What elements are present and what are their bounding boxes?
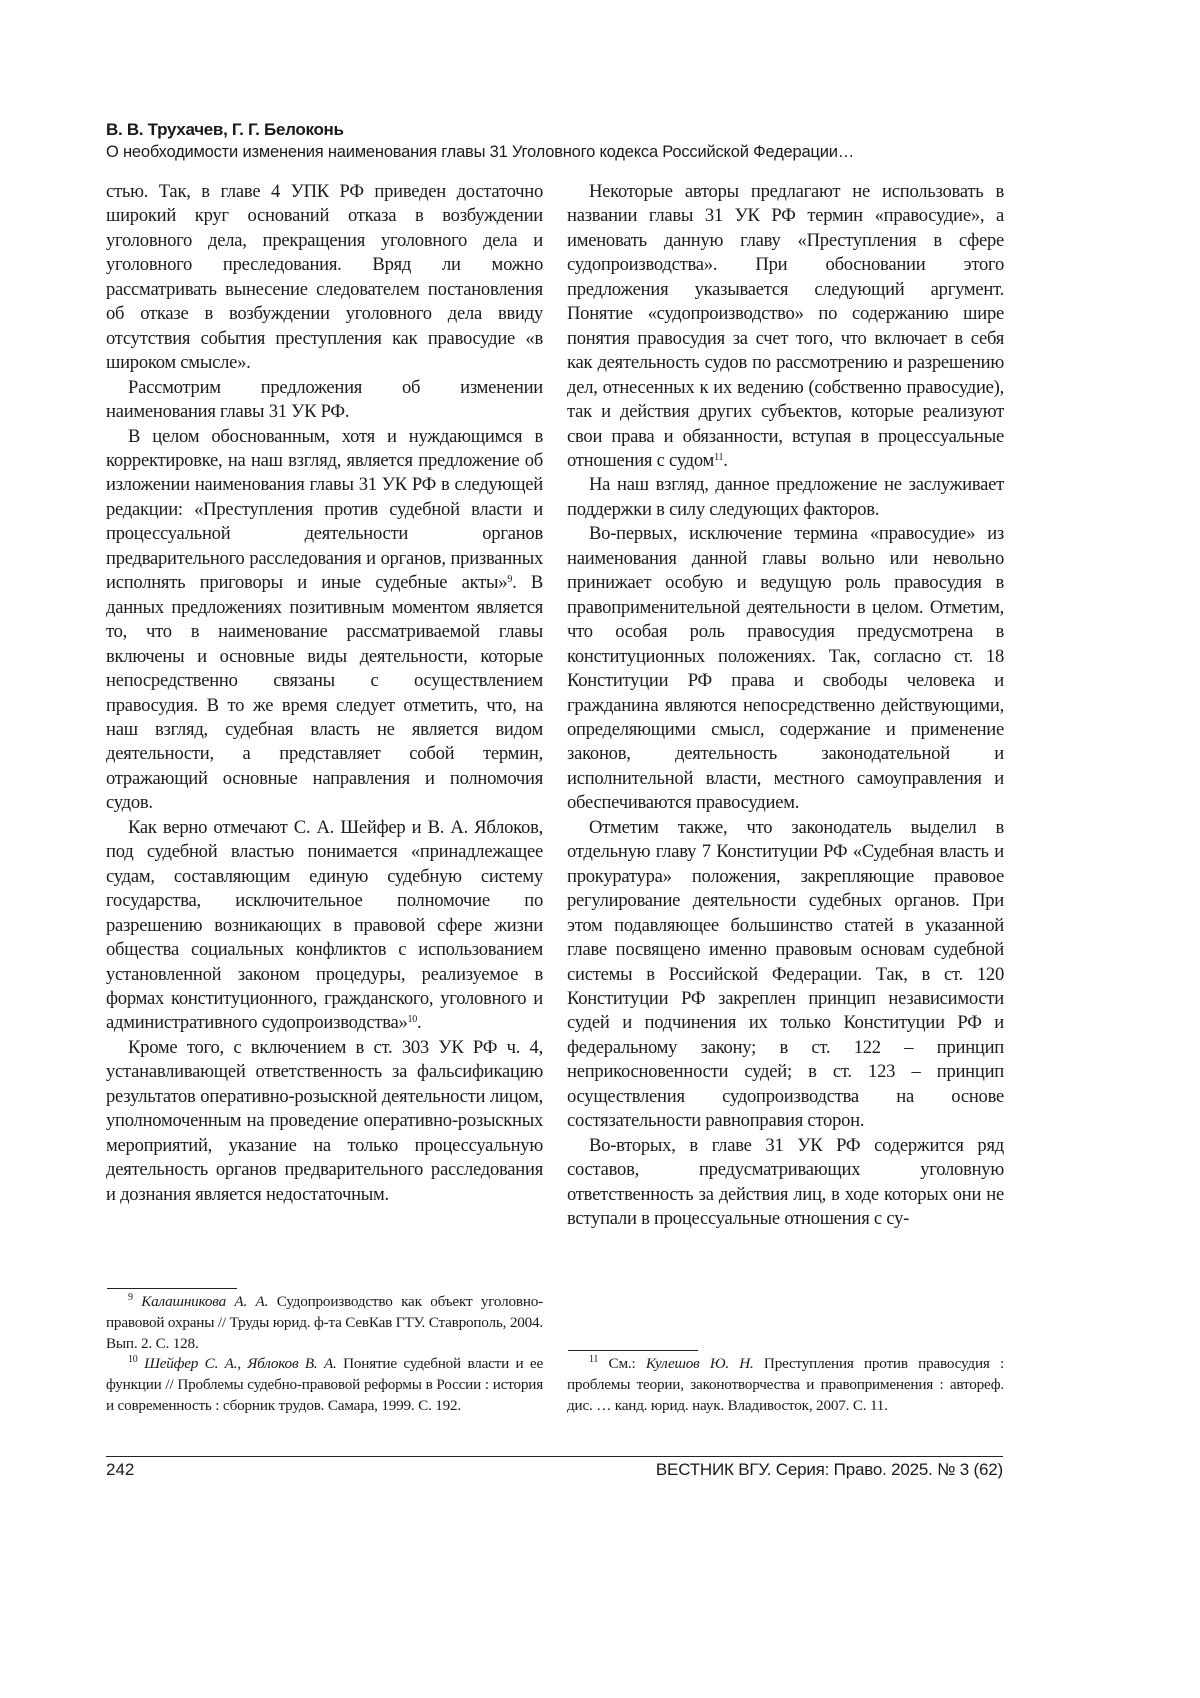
footnote: [106, 1354, 543, 1416]
footnote-number: 9: [128, 1292, 133, 1303]
footnote-divider: [107, 1288, 237, 1289]
footnote-ref[interactable]: 11: [714, 452, 723, 463]
paragraph: Отметим также, что законодатель выделил в отдельную главу 7 Конституции РФ «Судебная власть и прокуратура» положения, закрепляющие правовое регулирование деятельности судебных органов. При этом подавляющее большинство статей в указанной главе посвящено именно правовым основам судебной системы в Российской Федерации. Так, в ст. 120 Конституции РФ закреплен принцип независимости судей и подчинения их только Конституции РФ и федеральному закону; в ст. 122 – принцип неприкосновенности судей; в ст. 123 – принцип осуществления судопроизводства на основе состязательности равноправия сторон.: [567, 816, 1004, 1134]
footnote-prefix: См.:: [609, 1355, 646, 1372]
paragraph: [106, 816, 543, 1036]
article-authors: В. В. Трухачев, Г. Г. Белоконь: [106, 120, 344, 140]
footnote-text: Понятие судебной власти и ее функции // Проблемы судебно-правовой реформы в России : история и современность : сборник трудов. Самара, 1999. С. 192.: [106, 1355, 543, 1414]
paragraph: Кроме того, с включением в ст. 303 УК РФ ч. 4, устанавливающей ответственность за фальсификацию результатов оперативно-розыскной деятельности лицом, уполномоченным на проведение оперативно-розыскных мероприятий, указание на только процессуальную деятельность органов предварительного расследования и дознания является недостаточным.: [106, 1036, 543, 1207]
journal-name: ВЕСТНИК ВГУ. Серия: Право. 2025. № 3 (62): [656, 1460, 1003, 1480]
running-title: О необходимости изменения наименования главы 31 Уголовного кодекса Российской Федерации…: [106, 143, 854, 162]
paragraph: На наш взгляд, данное предложение не заслуживает поддержки в силу следующих факторов.: [567, 473, 1004, 522]
paragraph: Во-вторых, в главе 31 УК РФ содержится ряд составов, предусматривающих уголовную ответственность за действия лиц, в ходе которых они не вступали в процессуальные отношения с су-: [567, 1134, 1004, 1232]
paragraph-text: В целом обоснованным, хотя и нуждающимся в корректировке, на наш взгляд, является предложение об изложении наименования главы 31 УК РФ в следующей редакции: «Преступления против судебной власти и процессуальной деятельности органов предварительного расследования и органов, призванных исполнять приговоры и иные судебные акты»: [106, 426, 543, 594]
paragraph: [106, 425, 543, 816]
footnote-author: Шейфер С. А., Яблоков В. А.: [144, 1355, 337, 1372]
footnote: [567, 1354, 1004, 1416]
footnote-text: Судопроизводство как объект уголовно-правовой охраны // Труды юрид. ф-та СевКав ГТУ. Ставрополь, 2004. Вып. 2. С. 128.: [106, 1293, 543, 1352]
paragraph-text: Как верно отмечают С. А. Шейфер и В. А. Яблоков, под судебной властью понимается «принадлежащее судам, составляющим единую судебную систему государства, исключительное полномочие по разрешению возникающих в правовой сфере жизни общества социальных конфликтов с использованием установленной законом процедуры, реализуемое в формах конституционного, гражданского, уголовного и административного судопроизводства»: [106, 817, 543, 1034]
footnote-divider: [568, 1350, 698, 1351]
paragraph: стью. Так, в главе 4 УПК РФ приведен достаточно широкий круг оснований отказа в возбуждении уголовного дела, прекращения уголовного дела и уголовного преследования. Вряд ли можно рассматривать вынесение следователем постановления об отказе в возбуждении уголовного дела ввиду отсутствия события преступления как правосудие «в широком смысле».: [106, 180, 543, 376]
paragraph-text: Некоторые авторы предлагают не использовать в названии главы 31 УК РФ термин «правосудие», а именовать данную главу «Преступления в сфере судопроизводства». При обосновании этого предложения указывается следующий аргумент. Понятие «судопроизводство» по содержанию шире понятия правосудия за счет того, что включает в себя как деятельность судов по рассмотрению и разрешению дел, отнесенных к их ведению (собственно правосудие), так и действия других субъектов, которые реализуют свои права и обязанности, вступая в процессуальные отношения с судом: [567, 181, 1004, 471]
footnotes-right: [567, 1354, 1004, 1416]
footnote-number: 10: [128, 1354, 138, 1365]
page-number: 242: [106, 1460, 134, 1480]
left-column: [106, 180, 543, 1207]
paragraph-text: . В данных предложениях позитивным моментом является то, что в наименование рассматриваемой главы включены и основные виды деятельности, которые непосредственно связаны с осуществлением правосудия. В то же время следует отметить, что, на наш взгляд, судебная власть не является видом деятельности, а представляет собой термин, отражающий основные направления и полномочия судов.: [106, 572, 543, 813]
paragraph-text: .: [417, 1012, 421, 1033]
paragraph: Рассмотрим предложения об изменении наименования главы 31 УК РФ.: [106, 376, 543, 425]
footnote-author: Калашникова А. А.: [141, 1293, 268, 1310]
paragraph-text: .: [723, 450, 727, 471]
right-column: [567, 180, 1004, 1231]
footer-divider: [106, 1456, 1003, 1457]
footnote-ref[interactable]: 9: [507, 574, 512, 585]
footnote-author: Кулешов Ю. Н.: [646, 1355, 754, 1372]
footnote-ref[interactable]: 10: [408, 1014, 418, 1025]
paragraph: [567, 180, 1004, 473]
footnotes-left: [106, 1292, 543, 1417]
footnote-number: 11: [589, 1354, 598, 1365]
footnote-text: Преступления против правосудия : проблемы теории, законотворчества и правоприменения : автореф. дис. … канд. юрид. наук. Владивосток, 2007. С. 11.: [567, 1355, 1004, 1414]
footnote: [106, 1292, 543, 1354]
paragraph: Во-первых, исключение термина «правосудие» из наименования данной главы вольно или невольно принижает особую и ведущую роль правосудия в правоприменительной деятельности в целом. Отметим, что особая роль правосудия предусмотрена в конституционных положениях. Так, согласно ст. 18 Конституции РФ права и свободы человека и гражданина являются непосредственно действующими, определяющими смысл, содержание и применение законов, деятельность законодательной и исполнительной власти, местного самоуправления и обеспечиваются правосудием.: [567, 522, 1004, 815]
